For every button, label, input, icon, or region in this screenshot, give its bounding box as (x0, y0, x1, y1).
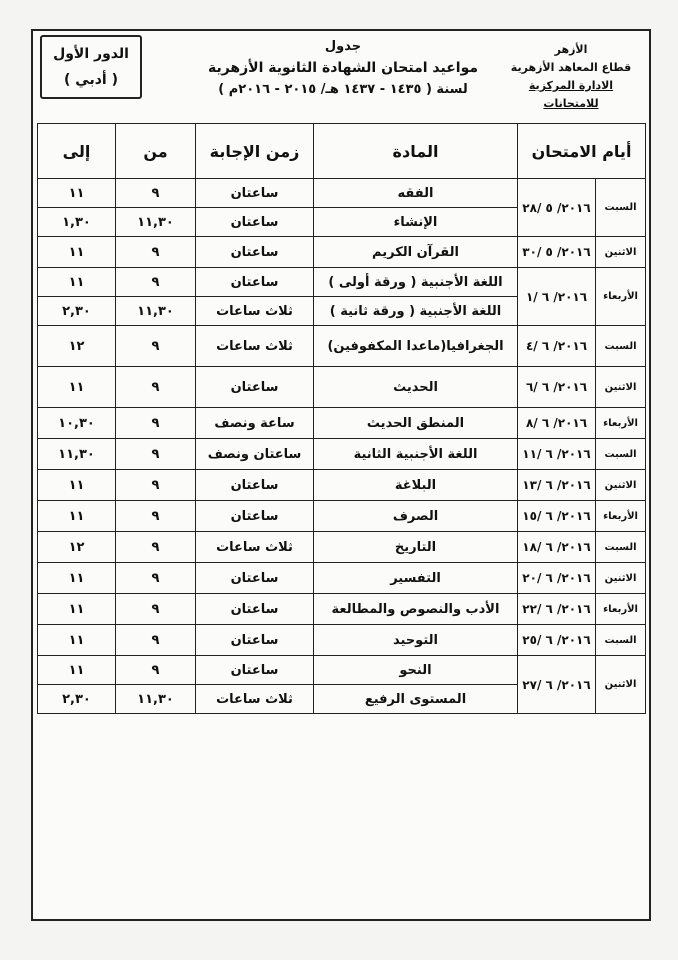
document-title: جدول (324, 39, 362, 54)
end-time-cell: ١١ (38, 501, 116, 532)
exam-day: الاثنين (596, 237, 646, 268)
table-row (38, 179, 646, 208)
table-row (38, 656, 646, 685)
start-time-cell: ٩ (116, 656, 196, 685)
end-time-cell: ١١ (38, 237, 116, 268)
duration-cell: ساعتان (196, 179, 314, 208)
subject-cell: الإنشاء (314, 208, 518, 237)
end-time-cell: ١١ (38, 563, 116, 594)
exam-day: السبت (596, 179, 646, 237)
table-row (38, 326, 646, 367)
document-title-block (183, 37, 503, 101)
table-row (38, 563, 646, 594)
table-row (38, 532, 646, 563)
round-label: الدور الأول (53, 46, 129, 62)
table-row (38, 268, 646, 297)
start-time-cell: ٩ (116, 625, 196, 656)
duration-cell: ساعتان (196, 563, 314, 594)
start-time-cell: ٩ (116, 326, 196, 367)
end-time-cell: ١٠,٣٠ (38, 408, 116, 439)
start-time-cell: ٩ (116, 408, 196, 439)
subject-cell: اللغة الأجنبية الثانية (314, 439, 518, 470)
exam-day: الأربعاء (596, 268, 646, 326)
start-time-cell: ١١,٣٠ (116, 208, 196, 237)
subject-cell: التفسير (314, 563, 518, 594)
column-header-to: إلى (38, 124, 116, 179)
end-time-cell: ١,٣٠ (38, 208, 116, 237)
academic-year: لسنة ( ١٤٣٥ - ١٤٣٧ هـ/ ٢٠١٥ - ٢٠١٦م ) (218, 82, 468, 97)
duration-cell: ساعتان ونصف (196, 439, 314, 470)
start-time-cell: ٩ (116, 367, 196, 408)
exam-date: ٢٠١٦/ ٥ /٢٨ (518, 179, 596, 237)
exam-day: الأربعاء (596, 594, 646, 625)
table-row (38, 625, 646, 656)
duration-cell: ساعتان (196, 501, 314, 532)
exam-schedule-page (31, 29, 651, 921)
duration-cell: ساعتان (196, 625, 314, 656)
end-time-cell: ١٢ (38, 326, 116, 367)
subject-cell: الحديث (314, 367, 518, 408)
start-time-cell: ٩ (116, 237, 196, 268)
issuer-line: الادارة المركزية للامتحانات (528, 79, 614, 110)
document-subtitle: مواعيد امتحان الشهادة الثانوية الأزهرية (207, 60, 479, 76)
subject-cell: القرآن الكريم (314, 237, 518, 268)
exam-day: السبت (596, 439, 646, 470)
issuer-line: الأزهر (554, 43, 588, 56)
round-box (40, 35, 142, 99)
exam-date: ٢٠١٦/ ٦ /٨ (518, 408, 596, 439)
issuer-block (501, 41, 641, 113)
start-time-cell: ٩ (116, 594, 196, 625)
exam-day: السبت (596, 532, 646, 563)
subject-cell: النحو (314, 656, 518, 685)
start-time-cell: ٩ (116, 563, 196, 594)
duration-cell: ساعتان (196, 268, 314, 297)
exam-date: ٢٠١٦/ ٦ /١٣ (518, 470, 596, 501)
duration-cell: ساعتان (196, 367, 314, 408)
exam-date: ٢٠١٦/ ٦ /١١ (518, 439, 596, 470)
table-header-row (38, 124, 646, 179)
duration-cell: ساعتان (196, 470, 314, 501)
exam-date: ٢٠١٦/ ٦ /٢٠ (518, 563, 596, 594)
end-time-cell: ١١ (38, 268, 116, 297)
start-time-cell: ١١,٣٠ (116, 297, 196, 326)
subject-cell: اللغة الأجنبية ( ورقة أولى ) (314, 268, 518, 297)
duration-cell: ثلاث ساعات (196, 532, 314, 563)
issuer-line: قطاع المعاهد الأزهرية (510, 61, 632, 74)
duration-cell: ساعتان (196, 656, 314, 685)
end-time-cell: ٢,٣٠ (38, 685, 116, 714)
start-time-cell: ٩ (116, 470, 196, 501)
duration-cell: ثلاث ساعات (196, 685, 314, 714)
schedule-table (37, 123, 646, 714)
exam-day: الاثنين (596, 367, 646, 408)
duration-cell: ثلاث ساعات (196, 326, 314, 367)
table-row (38, 237, 646, 268)
end-time-cell: ٢,٣٠ (38, 297, 116, 326)
exam-day: الأربعاء (596, 408, 646, 439)
duration-cell: ساعة ونصف (196, 408, 314, 439)
table-row (38, 408, 646, 439)
duration-cell: ساعتان (196, 208, 314, 237)
subject-cell: المستوى الرفيع (314, 685, 518, 714)
duration-cell: ساعتان (196, 237, 314, 268)
duration-cell: ثلاث ساعات (196, 297, 314, 326)
table-row (38, 594, 646, 625)
table-row (38, 501, 646, 532)
exam-date: ٢٠١٦/ ٦ /٢٧ (518, 656, 596, 714)
subject-cell: اللغة الأجنبية ( ورقة ثانية ) (314, 297, 518, 326)
table-row (38, 439, 646, 470)
start-time-cell: ٩ (116, 501, 196, 532)
exam-date: ٢٠١٦/ ٦ /١٨ (518, 532, 596, 563)
exam-date: ٢٠١٦/ ٦ /١٥ (518, 501, 596, 532)
subject-cell: الجغرافيا(ماعدا المكفوفين) (314, 326, 518, 367)
table-row (38, 470, 646, 501)
subject-cell: المنطق الحديث (314, 408, 518, 439)
start-time-cell: ٩ (116, 268, 196, 297)
exam-day: الاثنين (596, 470, 646, 501)
subject-cell: البلاغة (314, 470, 518, 501)
end-time-cell: ١١ (38, 367, 116, 408)
column-header-duration: زمن الإجابة (196, 124, 314, 179)
end-time-cell: ١١ (38, 594, 116, 625)
start-time-cell: ١١,٣٠ (116, 685, 196, 714)
exam-date: ٢٠١٦/ ٦ /٤ (518, 326, 596, 367)
column-header-from: من (116, 124, 196, 179)
table-row (38, 367, 646, 408)
column-header-subject: المادة (314, 124, 518, 179)
duration-cell: ساعتان (196, 594, 314, 625)
exam-day: الاثنين (596, 656, 646, 714)
exam-day: الأربعاء (596, 501, 646, 532)
start-time-cell: ٩ (116, 439, 196, 470)
exam-day: السبت (596, 625, 646, 656)
start-time-cell: ٩ (116, 179, 196, 208)
exam-date: ٢٠١٦/ ٥ /٣٠ (518, 237, 596, 268)
end-time-cell: ١١ (38, 179, 116, 208)
end-time-cell: ١١ (38, 470, 116, 501)
column-header-days: أيام الامتحان (518, 124, 646, 179)
exam-day: السبت (596, 326, 646, 367)
start-time-cell: ٩ (116, 532, 196, 563)
exam-day: الاثنين (596, 563, 646, 594)
subject-cell: الأدب والنصوص والمطالعة (314, 594, 518, 625)
end-time-cell: ١١ (38, 625, 116, 656)
subject-cell: الصرف (314, 501, 518, 532)
track-label: ( أدبي ) (64, 72, 118, 88)
end-time-cell: ١١ (38, 656, 116, 685)
subject-cell: الفقه (314, 179, 518, 208)
subject-cell: التوحيد (314, 625, 518, 656)
exam-date: ٢٠١٦/ ٦ /٢٢ (518, 594, 596, 625)
subject-cell: التاريخ (314, 532, 518, 563)
exam-date: ٢٠١٦/ ٦ /٢٥ (518, 625, 596, 656)
exam-date: ٢٠١٦/ ٦ /١ (518, 268, 596, 326)
exam-date: ٢٠١٦/ ٦ /٦ (518, 367, 596, 408)
end-time-cell: ١١,٣٠ (38, 439, 116, 470)
end-time-cell: ١٢ (38, 532, 116, 563)
